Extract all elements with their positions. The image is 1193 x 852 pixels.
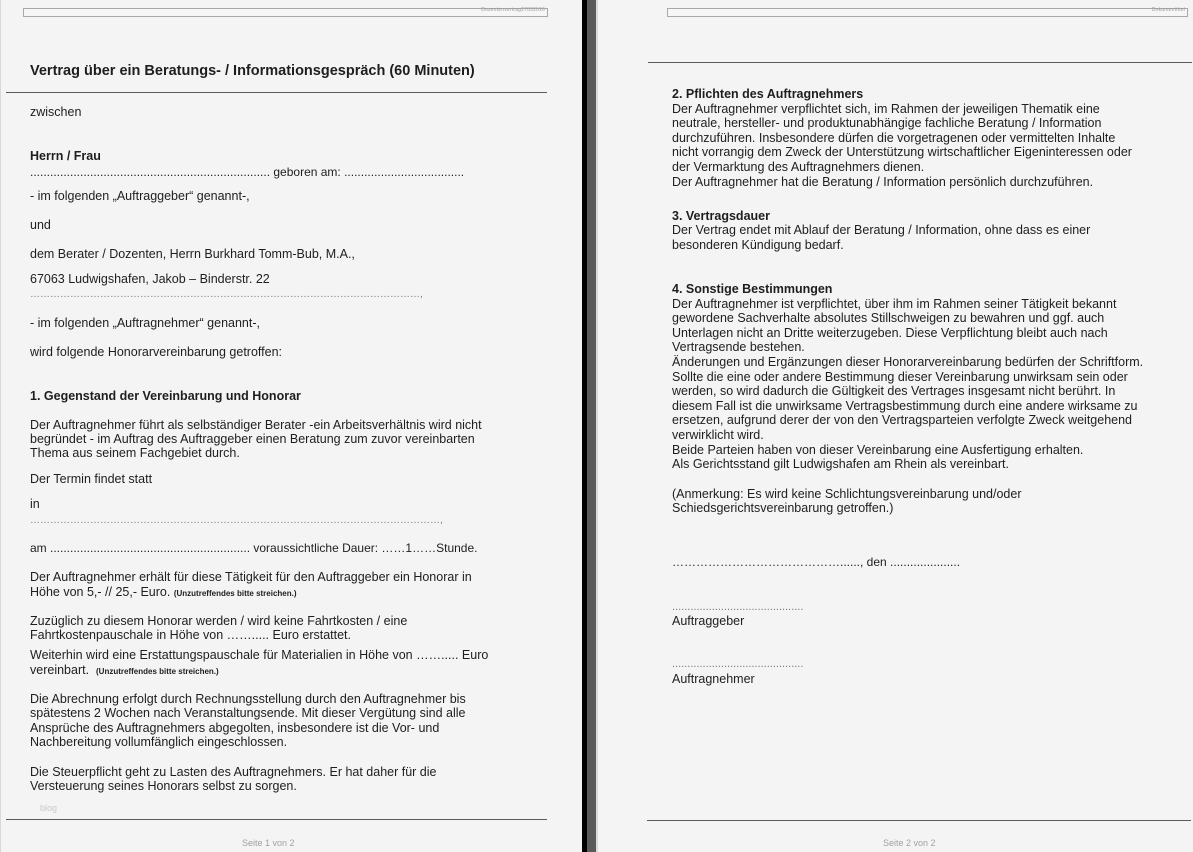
address-line: 67063 Ludwigshafen, Jakob – Binderstr. 22 <box>30 272 270 286</box>
section-4-line: diesem Fall ist die unwirksame Vertragsbestimmung durch eine andere wirksame zu <box>672 399 1138 413</box>
page-gap <box>587 0 596 852</box>
section-2-line: neutrale, hersteller- und produktunabhängige fachliche Beratung / Information <box>672 116 1102 130</box>
section-4-line: Vertragsende bestehen. <box>672 340 805 354</box>
section-4-line: Sollte die eine oder andere Bestimmung dieser Vereinbarung unwirksam sein oder <box>672 370 1128 384</box>
section-1-line: begründet - im Auftrag des Auftraggeber einen Beratung zum zuvor vereinbarten <box>30 432 475 446</box>
dotted-fill-line-1[interactable]: ………………………………………………………………………………………………………, <box>30 289 423 300</box>
section-4-line: verwirklicht wird. <box>672 428 764 442</box>
section-1-heading: 1. Gegenstand der Vereinbarung und Honorar <box>30 389 301 403</box>
document-page-1 <box>0 0 583 852</box>
header-rule <box>648 62 1192 63</box>
zwischen-text: zwischen <box>30 105 82 119</box>
strike-note: (Unzutreffendes bitte streichen.) <box>96 667 219 676</box>
abrechnung-line: Nachbereitung vollumfänglich eingeschlossen. <box>30 735 288 749</box>
name-birthdate-field[interactable]: ........................................................................ geboren am: .................................... <box>30 165 465 179</box>
signature-line-auftraggeber[interactable]: ........................................... <box>672 601 804 613</box>
section-1-line: Der Auftragnehmer führt als selbständiger Berater -ein Arbeitsverhältnis wird nicht <box>30 418 482 432</box>
page-header-box <box>667 8 1188 17</box>
section-2-line: durchzuführen. Insbesondere dürfen die vorgetragenen oder vermittelten Inhalte <box>672 131 1116 145</box>
material-vereinbart-text: vereinbart. <box>30 663 90 677</box>
abrechnung-line: Die Abrechnung erfolgt durch Rechnungsstellung durch den Auftragnehmer bis <box>30 692 466 706</box>
section-4-line: Änderungen und Ergänzungen dieser Honorarvereinbarung bedürfen der Schriftform. <box>672 355 1144 369</box>
section-2-heading: 2. Pflichten des Auftragnehmers <box>672 87 864 101</box>
fahrtkosten-line: Fahrtkostenpauschale in Höhe von ……..... Euro erstattet. <box>30 628 351 642</box>
section-1-line: Thema aus seinem Fachgebiet durch. <box>30 446 240 460</box>
date-duration-line[interactable]: am ............................................................ voraussichtliche Dauer: ……1……Stunde. <box>30 541 478 555</box>
section-4-line: gewordene Sachverhalte absolutes Stillschweigen zu bewahren und ggf. auch <box>672 311 1105 325</box>
section-4-heading: 4. Sonstige Bestimmungen <box>672 282 833 296</box>
section-2-line: Der Auftragnehmer verpflichtet sich, im Rahmen der jeweiligen Thematik eine <box>672 102 1100 116</box>
abrechnung-line: Ansprüche des Auftragnehmers abgegolten, insbesondere ist die Vor- und <box>30 721 440 735</box>
berater-line: dem Berater / Dozenten, Herrn Burkhard Tomm-Bub, M.A., <box>30 247 355 261</box>
section-4-line: werden, so wird dadurch die Gültigkeit des Vertrages insgesamt nicht berührt. In <box>672 384 1116 398</box>
section-4-line: Als Gerichtsstand gilt Ludwigshafen am Rhein als vereinbart. <box>672 457 1009 471</box>
footer-rule <box>647 820 1191 821</box>
page-header-box <box>23 8 548 17</box>
page-header-label: Dokumenttitel <box>1151 7 1185 13</box>
anmerkung-line: Schiedsgerichtsvereinbarung getroffen.) <box>672 501 894 515</box>
section-4-line: Der Auftragnehmer ist verpflichtet, über ihm im Rahmen seiner Tätigkeit bekannt <box>672 297 1117 311</box>
honorar-line <box>30 585 297 602</box>
termin-text: Der Termin findet statt <box>30 472 153 486</box>
title-rule <box>6 92 547 93</box>
section-3-line: besonderen Kündigung bedarf. <box>672 238 844 252</box>
anmerkung-line: (Anmerkung: Es wird keine Schlichtungsvereinbarung und/oder <box>672 487 1022 501</box>
document-title: Vertrag über ein Beratungs- / Informationsgespräch (60 Minuten) <box>30 63 475 79</box>
signature-label-auftraggeber: Auftraggeber <box>672 614 745 628</box>
abrechnung-line: spätestens 2 Wochen nach Veranstaltungsende. Mit dieser Vergütung sind alle <box>30 706 466 720</box>
herrn-frau-label: Herrn / Frau <box>30 149 101 163</box>
section-3-line: Der Vertrag endet mit Ablauf der Beratung / Information, ohne dass es einer <box>672 223 1091 237</box>
material-line <box>30 663 219 680</box>
steuer-line: Versteuerung seines Honorars selbst zu sorgen. <box>30 779 297 793</box>
und-text: und <box>30 218 51 232</box>
signature-line-auftragnehmer[interactable]: ........................................... <box>672 658 804 670</box>
section-4-line: ersetzen, aufgrund derer der von den Vertragsparteien verfolgte Zweck weitgehend <box>672 413 1132 427</box>
location-fill-line[interactable]: ……………………………………………………………………………………………………………, <box>30 515 443 526</box>
page-number: Seite 2 von 2 <box>883 838 936 848</box>
steuer-line: Die Steuerpflicht geht zu Lasten des Auftragnehmers. Er hat daher für die <box>30 765 437 779</box>
honorar-intro: wird folgende Honorarvereinbarung getroffen: <box>30 345 283 359</box>
place-date-field[interactable]: ……………………………………......, den ..................... <box>672 555 961 569</box>
fahrtkosten-line: Zuzüglich zu diesem Honorar werden / wird keine Fahrtkosten / eine <box>30 614 408 628</box>
page-header-label: Dozentenvertrag27032016 <box>481 7 545 13</box>
in-text: in <box>30 497 40 511</box>
section-2-line: nicht vorrangig dem Zweck der Unterstützung wirtschaftlicher Eigeninteressen oder <box>672 145 1132 159</box>
section-4-line: Unterlagen nicht an Dritte weiterzugeben. Diese Verpflichtung bleibt auch nach <box>672 326 1108 340</box>
honorar-amount-text: Höhe von 5,- // 25,- Euro. <box>30 585 171 599</box>
footer-rule <box>6 819 547 820</box>
section-2-line: der Vermarktung des Auftragnehmers dienen. <box>672 160 925 174</box>
section-2-line: Der Auftragnehmer hat die Beratung / Information persönlich durchzuführen. <box>672 175 1094 189</box>
strike-note: (Unzutreffendes bitte streichen.) <box>173 589 297 598</box>
auftragnehmer-designation: - im folgenden „Auftragnehmer“ genannt-, <box>30 316 260 330</box>
page-number: Seite 1 von 2 <box>242 838 295 848</box>
section-3-heading: 3. Vertragsdauer <box>672 209 770 223</box>
watermark-text: blog <box>40 803 58 813</box>
section-4-line: Beide Parteien haben von dieser Vereinbarung eine Ausfertigung erhalten. <box>672 443 1084 457</box>
signature-label-auftragnehmer: Auftragnehmer <box>672 672 755 686</box>
material-line: Weiterhin wird eine Erstattungspauschale für Materialien in Höhe von ……..... Euro <box>30 648 489 662</box>
document-page-2 <box>597 0 1193 852</box>
auftraggeber-designation: - im folgenden „Auftraggeber“ genannt-, <box>30 189 250 203</box>
honorar-line: Der Auftragnehmer erhält für diese Tätigkeit für den Auftraggeber ein Honorar in <box>30 570 472 584</box>
